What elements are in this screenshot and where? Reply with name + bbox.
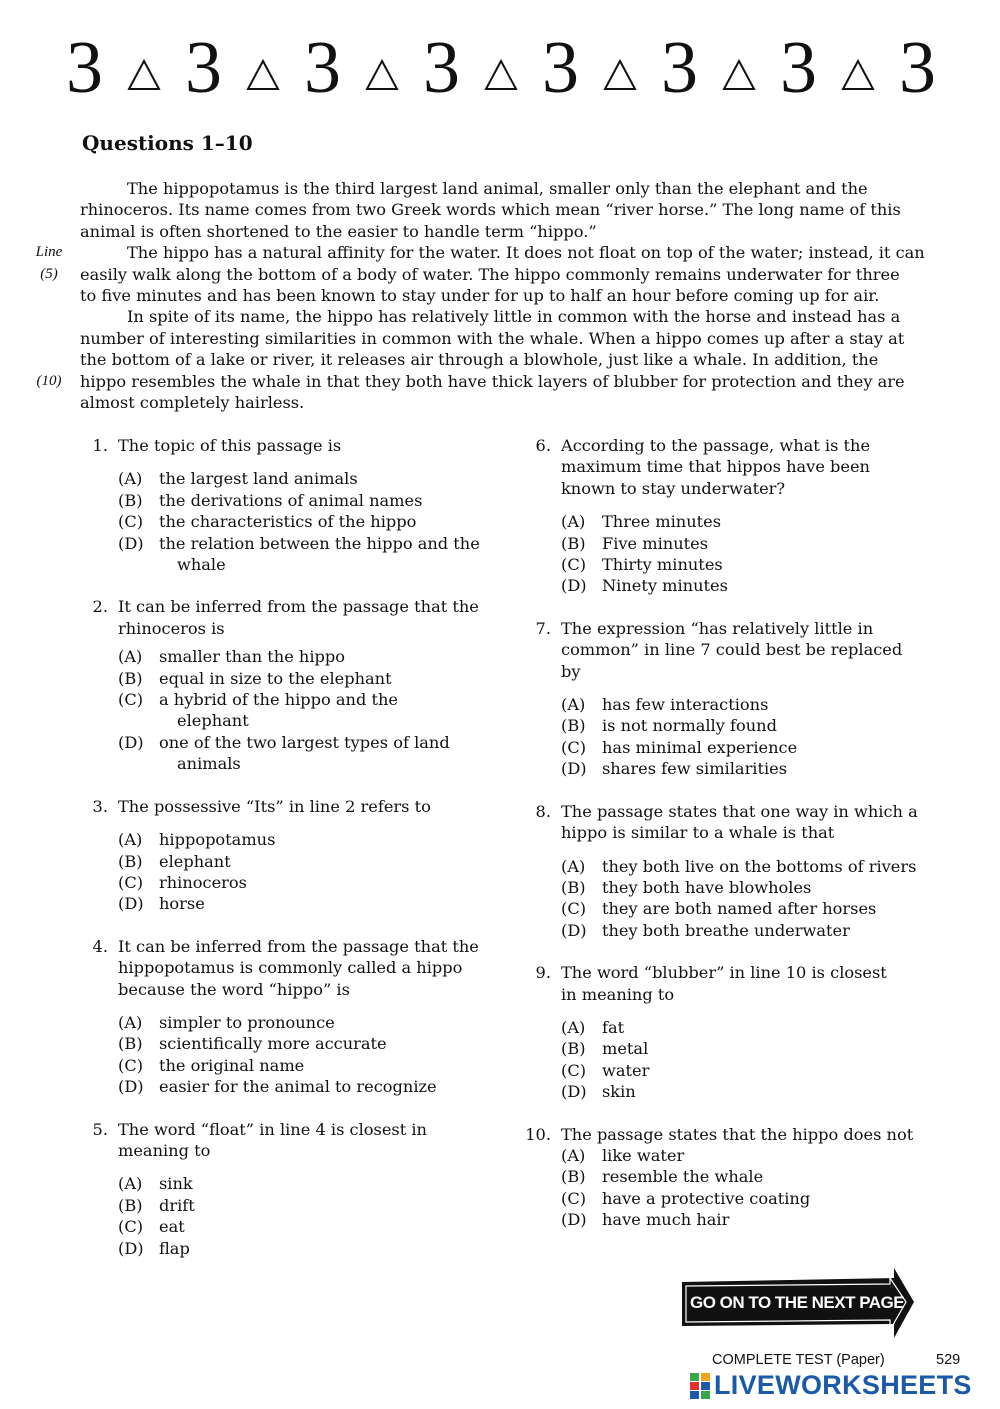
passage-line: to five minutes and has been known to stay under for up to half an hour before coming up for air.: [80, 286, 880, 306]
question-9: [523, 962, 923, 1102]
section-number: 3: [542, 27, 579, 109]
passage-line: Line The hippo has a natural affinity for the water. It does not float on top of the water; instead, it can: [80, 242, 920, 263]
answer-option[interactable]: (B) scientifically more accurate: [118, 1034, 387, 1054]
answer-option[interactable]: (C) rhinoceros: [118, 872, 247, 892]
question-number: 4.: [92, 936, 108, 956]
question-stem: The passage states that one way in which a hippo is similar to a whale is that: [561, 801, 918, 843]
question-stem: The expression “has relatively little in common” in line 7 could best be replaced by: [561, 618, 903, 681]
answer-option[interactable]: (A) sink: [118, 1174, 193, 1194]
question-5: [80, 1119, 480, 1259]
answer-option[interactable]: (A) fat: [561, 1017, 625, 1037]
answer-option[interactable]: (C) they are both named after horses: [561, 899, 877, 919]
answer-option[interactable]: (C) water: [561, 1060, 650, 1080]
answer-option[interactable]: (B) the derivations of animal names: [118, 490, 423, 510]
question-stem: According to the passage, what is the maximum time that hippos have been known to stay underwater?: [561, 436, 871, 498]
section-number: 3: [661, 27, 698, 109]
answer-option[interactable]: (D) the relation between the hippo and the whale: [118, 533, 480, 575]
passage-line: animal is often shortened to the easier to handle term “hippo.”: [80, 221, 597, 241]
answer-option[interactable]: (D) flap: [118, 1238, 190, 1258]
question-stem: It can be inferred from the passage that the rhinoceros is: [118, 597, 479, 638]
answer-option[interactable]: (D) horse: [118, 894, 205, 914]
question-number: 10.: [525, 1124, 551, 1144]
answer-option[interactable]: (C) eat: [118, 1217, 185, 1237]
question-number: 7.: [535, 618, 551, 638]
answer-option[interactable]: (A) hippopotamus: [118, 830, 276, 850]
section-number-band: [66, 27, 936, 109]
question-number: 6.: [535, 436, 551, 455]
answer-option[interactable]: (D) Ninety minutes: [561, 576, 728, 596]
section-number: 3: [304, 27, 341, 109]
answer-option[interactable]: (A) simpler to pronounce: [118, 1012, 335, 1032]
question-8: [523, 801, 923, 941]
question-number: 5.: [92, 1119, 108, 1139]
question-stem: The possessive “Its” in line 2 refers to: [118, 796, 431, 816]
passage-line: number of interesting similarities in common with the whale. When a hippo comes up after a stay at: [80, 328, 905, 348]
answer-option[interactable]: (B) they both have blowholes: [561, 877, 812, 897]
answer-option[interactable]: (B) metal: [561, 1039, 649, 1059]
answer-option[interactable]: (C) have a protective coating: [561, 1188, 811, 1208]
triangle-icon: [722, 58, 756, 92]
section-heading: Questions 1–10: [82, 131, 253, 155]
section-number: 3: [423, 27, 460, 109]
answer-option[interactable]: (D) one of the two largest types of land animals: [118, 732, 450, 774]
passage-line: (10) hippo resembles the whale in that they both have thick layers of blubber for protection and they are: [80, 371, 920, 392]
question-4: [80, 936, 480, 1098]
answer-option[interactable]: (C) the original name: [118, 1055, 305, 1075]
question-stem: It can be inferred from the passage that the hippopotamus is commonly called a hippo because the word “hippo” is: [118, 936, 479, 999]
passage-line: The hippopotamus is the third largest land animal, smaller only than the elephant and the: [127, 179, 868, 198]
triangle-icon: [603, 58, 637, 92]
answer-option[interactable]: (D) have much hair: [561, 1210, 730, 1230]
question-stem: The passage states that the hippo does not: [561, 1124, 914, 1144]
question-number: 1.: [92, 436, 108, 455]
answer-option[interactable]: (D) they both breathe underwater: [561, 920, 850, 940]
question-number: 2.: [92, 597, 108, 617]
brand-name: LIVEWORKSHEETS: [714, 1370, 972, 1400]
question-3: [80, 796, 480, 915]
liveworksheets-logo-icon: [690, 1373, 710, 1399]
question-column-right: [523, 435, 923, 1252]
triangle-icon: [484, 58, 518, 92]
triangle-icon: [365, 58, 399, 92]
section-number: 3: [185, 27, 222, 109]
question-stem: The topic of this passage is: [118, 436, 342, 455]
answer-option[interactable]: (B) drift: [118, 1195, 195, 1215]
triangle-icon: [841, 58, 875, 92]
answer-option[interactable]: (B) is not normally found: [561, 716, 777, 736]
page-footer: [712, 1352, 961, 1368]
section-number: 3: [899, 27, 936, 109]
question-number: 8.: [535, 801, 551, 821]
answer-option[interactable]: (A) they both live on the bottoms of rivers: [561, 856, 917, 876]
passage-line: In spite of its name, the hippo has relatively little in common with the horse and instead has a: [127, 307, 901, 327]
passage-line: rhinoceros. Its name comes from two Greek words which mean “river horse.” The long name of this: [80, 200, 901, 220]
go-on-next-page-arrow[interactable]: [680, 1268, 915, 1344]
question-10: [523, 1124, 923, 1231]
answer-option[interactable]: (B) equal in size to the elephant: [118, 668, 392, 688]
question-stem: The word “float” in line 4 is closest in meaning to: [118, 1119, 427, 1160]
answer-option[interactable]: (D) easier for the animal to recognize: [118, 1077, 437, 1097]
question-column-left: [80, 435, 480, 1280]
question-stem: The word “blubber” in line 10 is closest in meaning to: [561, 963, 887, 1004]
page-number: 529: [936, 1352, 961, 1368]
answer-option[interactable]: (A) smaller than the hippo: [118, 647, 346, 667]
answer-option[interactable]: (C) Thirty minutes: [561, 555, 723, 575]
answer-option[interactable]: (A) has few interactions: [561, 695, 769, 715]
question-1: [80, 435, 480, 575]
triangle-icon: [246, 58, 280, 92]
question-number: 3.: [92, 796, 108, 816]
passage-line: (5) easily walk along the bottom of a body of water. The hippo commonly remains underwater for three: [80, 264, 920, 285]
question-6: [523, 435, 923, 597]
answer-option[interactable]: (D) skin: [561, 1082, 636, 1102]
passage-line: almost completely hairless.: [80, 393, 305, 413]
answer-option[interactable]: (C) a hybrid of the hippo and the elephant: [118, 690, 399, 731]
answer-option[interactable]: (B) elephant: [118, 851, 231, 871]
answer-option[interactable]: (A) Three minutes: [561, 512, 722, 532]
question-2: [80, 596, 480, 774]
triangle-icon: [127, 58, 161, 92]
go-on-label: GO ON TO THE NEXT PAGE: [690, 1293, 905, 1312]
question-7: [523, 618, 923, 780]
answer-option[interactable]: (C) has minimal experience: [561, 737, 798, 757]
question-number: 9.: [535, 963, 551, 983]
reading-passage: [35, 178, 925, 413]
section-number: 3: [780, 27, 817, 109]
answer-option[interactable]: (D) shares few similarities: [561, 759, 788, 779]
line-marker: (10): [36, 372, 62, 389]
answer-option[interactable]: (A) like water: [561, 1145, 685, 1165]
answer-option[interactable]: (A) the largest land animals: [118, 469, 358, 489]
section-number: 3: [66, 27, 103, 109]
line-marker: (5): [40, 265, 58, 282]
line-marker: Line: [35, 244, 63, 261]
passage-line: the bottom of a lake or river, it releases air through a blowhole, just like a whale. In addition, the: [80, 350, 879, 370]
answer-option[interactable]: (B) resemble the whale: [561, 1167, 764, 1187]
answer-option[interactable]: (B) Five minutes: [561, 533, 709, 553]
answer-option[interactable]: (C) the characteristics of the hippo: [118, 512, 417, 532]
liveworksheets-brand[interactable]: [690, 1370, 972, 1401]
test-label: COMPLETE TEST (Paper): [712, 1352, 885, 1368]
